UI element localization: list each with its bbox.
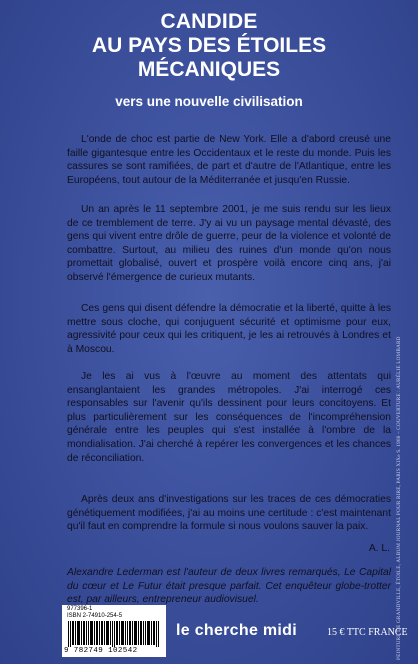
publisher-name: le cherche midi — [176, 622, 297, 639]
paragraph-1: L'onde de choc est partie de New York. Elle a d'abord creusé une faille gigantesque entre les Occidentaux et le reste du monde. Puis les cassures se sont ramifiées, de part et d'autre de l'Atlantique, entre les Européens, tout autour de la Méditerranée et jusqu'en Russie. — [67, 134, 391, 186]
subtitle: vers une nouvelle civilisation — [115, 94, 303, 109]
author-note: Alexandre Lederman est l'auteur de deux livres remarqués, Le Capital du cœur et Le Futur était presque parfait. Cet enquêteur globe-trotter est, par ailleurs, entrepreneur audiovisuel. — [67, 567, 391, 606]
barcode-code-top: 977396-1 — [67, 606, 93, 612]
price: 15 € TTC FRANCE — [327, 627, 408, 638]
cover-credits: PEINTURE DE GRANDVILLE, ÉTOILE, ALBUM JOURNAL POUR RIRE, PARIS XIXe S. 1968 – COUVERTURE : AURÉLIE LOMBARD — [396, 336, 402, 660]
ean-number: 9 782749 102542 — [64, 647, 138, 655]
barcode-bars — [68, 621, 162, 647]
title-line-2: AU PAYS DES ÉTOILES — [91, 34, 327, 57]
paragraph-4: Je les ai vus à l'œuvre au moment des attentats qui ensanglantaient les grandes métropoles. J'ai interrogé ces responsables sur l'avenir qu'ils dessinent pour leurs concitoyens. Et plus particulièrement sur les conséquences de l'incompréhension générale entre les peuples qui s'est installée à l'ombre de la mondialisation. J'ai cherché à repérer les convergences et les chances de réconciliation. — [67, 371, 391, 464]
paragraph-3: Ces gens qui disent défendre la démocratie et la liberté, quitte à les mettre sous cloche, qui conjuguent sécurité et optimisme pour eux, agressivité pour ceux qui les critiquent, je les ai retrouvés à Londres et à Moscou. — [67, 303, 391, 355]
paragraph-5: Après deux ans d'investigations sur les traces de ces démocraties génétiquement modifiées, j'ai au moins une certitude : c'est maintenant qu'il faut en comprendre la formule si nous voulons sauver la paix. — [67, 494, 391, 533]
isbn-label: ISBN 2-74910-254-5 — [67, 613, 123, 619]
title-line-1: CANDIDE — [160, 10, 258, 33]
barcode — [62, 605, 166, 657]
title-line-3: MÉCANIQUES — [137, 58, 281, 81]
signature: A. L. — [368, 543, 390, 554]
paragraph-2: Un an après le 11 septembre 2001, je me suis rendu sur les lieux de ce tremblement de terre. J'y ai vu un paysage mental dévasté, des gens qui vivent entre drôle de guerre, peur de la violence et volonté de combattre. Surtout, au milieu des ruines d'un monde qu'on nous promettait globalisé, ouvert et prospère voilà encore cinq ans, j'ai observé l'émergence de curieux mutants. — [67, 204, 391, 283]
